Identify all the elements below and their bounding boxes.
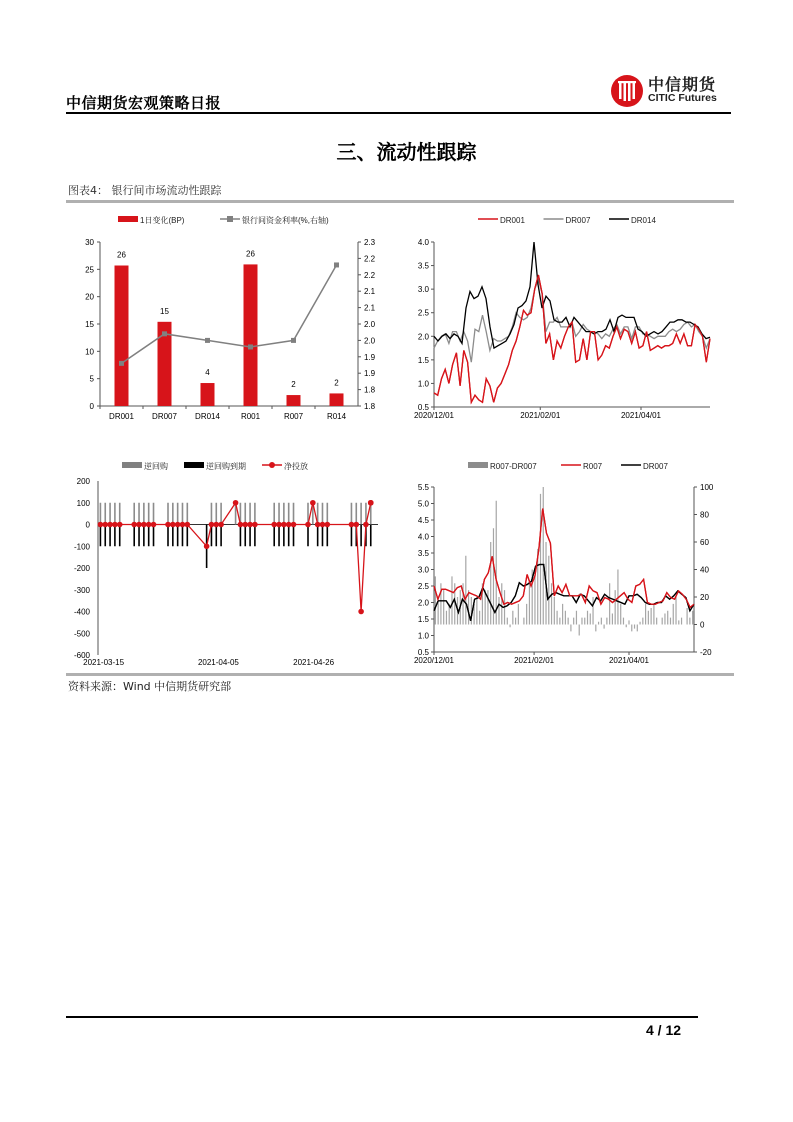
section-title: 三、流动性跟踪	[336, 140, 477, 164]
svg-text:2021/02/01: 2021/02/01	[514, 656, 555, 665]
svg-text:2020/12/01: 2020/12/01	[413, 656, 455, 665]
svg-text:15: 15	[85, 320, 94, 329]
svg-text:5.0: 5.0	[417, 499, 429, 509]
svg-text:2021/04/01: 2021/04/01	[620, 411, 662, 420]
svg-text:R007: R007	[283, 412, 304, 421]
svg-text:26: 26	[117, 250, 126, 260]
svg-text:DR007: DR007	[565, 216, 591, 225]
svg-text:-200: -200	[73, 564, 90, 573]
svg-text:2021/04/01: 2021/04/01	[608, 656, 650, 665]
svg-text:R014: R014	[326, 412, 347, 421]
svg-text:2021-03-15: 2021-03-15	[83, 658, 125, 667]
svg-text:10: 10	[85, 347, 94, 357]
header-divider	[66, 112, 731, 114]
svg-text:100: 100	[76, 498, 90, 508]
report-title: 中信期货宏观策略日报	[66, 94, 222, 112]
svg-text:2.5: 2.5	[417, 308, 429, 318]
chart-daily-change-bar	[66, 206, 396, 428]
svg-text:3.5: 3.5	[417, 261, 429, 271]
svg-text:3.0: 3.0	[417, 285, 429, 295]
svg-text:2.3: 2.3	[364, 238, 376, 247]
figure-source: 资料来源：Wind 中信期货研究部	[68, 680, 232, 693]
svg-text:2: 2	[291, 380, 296, 390]
page-number: 4 / 12	[646, 1022, 682, 1038]
svg-text:30: 30	[85, 238, 94, 247]
svg-text:-400: -400	[73, 607, 90, 617]
svg-text:4.5: 4.5	[417, 516, 429, 525]
svg-text:2.0: 2.0	[417, 598, 429, 608]
svg-text:2.2: 2.2	[364, 254, 376, 264]
citic-logo	[610, 72, 730, 108]
svg-text:0: 0	[700, 620, 705, 630]
svg-text:DR014: DR014	[631, 216, 656, 225]
svg-text:DR014: DR014	[195, 412, 220, 421]
svg-text:5: 5	[89, 374, 94, 384]
svg-text:1.5: 1.5	[417, 615, 429, 624]
figure-caption: 图表4： 银行间市场流动性跟踪	[68, 184, 222, 197]
svg-text:-300: -300	[73, 585, 90, 595]
svg-text:2.0: 2.0	[364, 320, 376, 329]
svg-text:2.2: 2.2	[364, 270, 376, 280]
logo-text-cn: 中信期货	[648, 75, 717, 94]
svg-text:20: 20	[700, 593, 709, 602]
chart-dr-rates-line	[404, 206, 734, 428]
svg-text:0: 0	[89, 402, 94, 411]
citic-emblem-icon	[610, 74, 644, 108]
logo-text-en: CITIC Futures	[648, 92, 717, 104]
svg-text:5.5: 5.5	[417, 483, 429, 492]
chart-r007-dr007	[404, 452, 734, 674]
svg-text:2021-04-26: 2021-04-26	[293, 658, 335, 667]
svg-text:4.0: 4.0	[417, 532, 429, 542]
svg-text:2: 2	[334, 378, 339, 388]
svg-text:2.5: 2.5	[417, 582, 429, 591]
svg-text:26: 26	[246, 249, 255, 259]
svg-text:100: 100	[700, 483, 714, 492]
svg-text:2.0: 2.0	[364, 336, 376, 346]
svg-text:2.1: 2.1	[364, 287, 376, 297]
svg-text:0.5: 0.5	[417, 648, 429, 657]
svg-text:2021-04-05: 2021-04-05	[197, 658, 239, 667]
svg-text:R001: R001	[240, 412, 261, 421]
svg-text:60: 60	[700, 538, 709, 547]
figure-bottom-rule	[66, 673, 734, 676]
svg-text:4.0: 4.0	[417, 238, 429, 247]
svg-text:20: 20	[85, 292, 94, 302]
svg-text:0.5: 0.5	[417, 403, 429, 412]
svg-text:DR007: DR007	[643, 462, 668, 471]
svg-text:1.5: 1.5	[417, 355, 429, 365]
svg-text:逆回购到期: 逆回购到期	[206, 462, 246, 471]
svg-text:逆回购: 逆回购	[144, 462, 168, 471]
svg-text:200: 200	[76, 477, 90, 486]
svg-text:DR001: DR001	[500, 216, 525, 225]
svg-text:3.5: 3.5	[417, 549, 429, 558]
svg-text:2020/12/01: 2020/12/01	[413, 411, 455, 420]
chart-reverse-repo	[66, 452, 396, 674]
svg-text:1.9: 1.9	[364, 369, 376, 379]
svg-text:R007-DR007: R007-DR007	[490, 462, 537, 471]
svg-text:80: 80	[700, 510, 709, 520]
figure-top-rule	[66, 200, 734, 203]
svg-text:DR001: DR001	[109, 412, 134, 421]
svg-text:15: 15	[160, 306, 169, 316]
svg-text:2021/02/01: 2021/02/01	[520, 411, 561, 420]
svg-text:3.0: 3.0	[417, 565, 429, 575]
svg-text:1.8: 1.8	[364, 385, 376, 395]
svg-text:-100: -100	[73, 542, 90, 552]
svg-text:净投放: 净投放	[284, 462, 308, 471]
svg-text:1.9: 1.9	[364, 352, 376, 362]
svg-text:-20: -20	[700, 648, 712, 657]
svg-text:1.8: 1.8	[364, 402, 376, 411]
svg-text:-500: -500	[73, 629, 90, 639]
svg-text:0: 0	[85, 520, 90, 530]
svg-text:1.0: 1.0	[417, 631, 429, 641]
svg-text:40: 40	[700, 565, 709, 575]
svg-text:25: 25	[85, 265, 94, 275]
svg-text:-600: -600	[73, 651, 90, 660]
svg-text:R007: R007	[583, 462, 603, 471]
footer-divider	[66, 1016, 698, 1018]
svg-text:1.0: 1.0	[417, 379, 429, 389]
svg-text:4: 4	[205, 368, 210, 378]
svg-text:DR007: DR007	[152, 412, 177, 421]
svg-text:1日变化(BP): 1日变化(BP)	[140, 216, 185, 225]
svg-text:2.0: 2.0	[417, 332, 429, 342]
svg-text:2.1: 2.1	[364, 303, 376, 313]
svg-text:银行间资金利率(%,右轴): 银行间资金利率(%,右轴)	[242, 216, 329, 225]
